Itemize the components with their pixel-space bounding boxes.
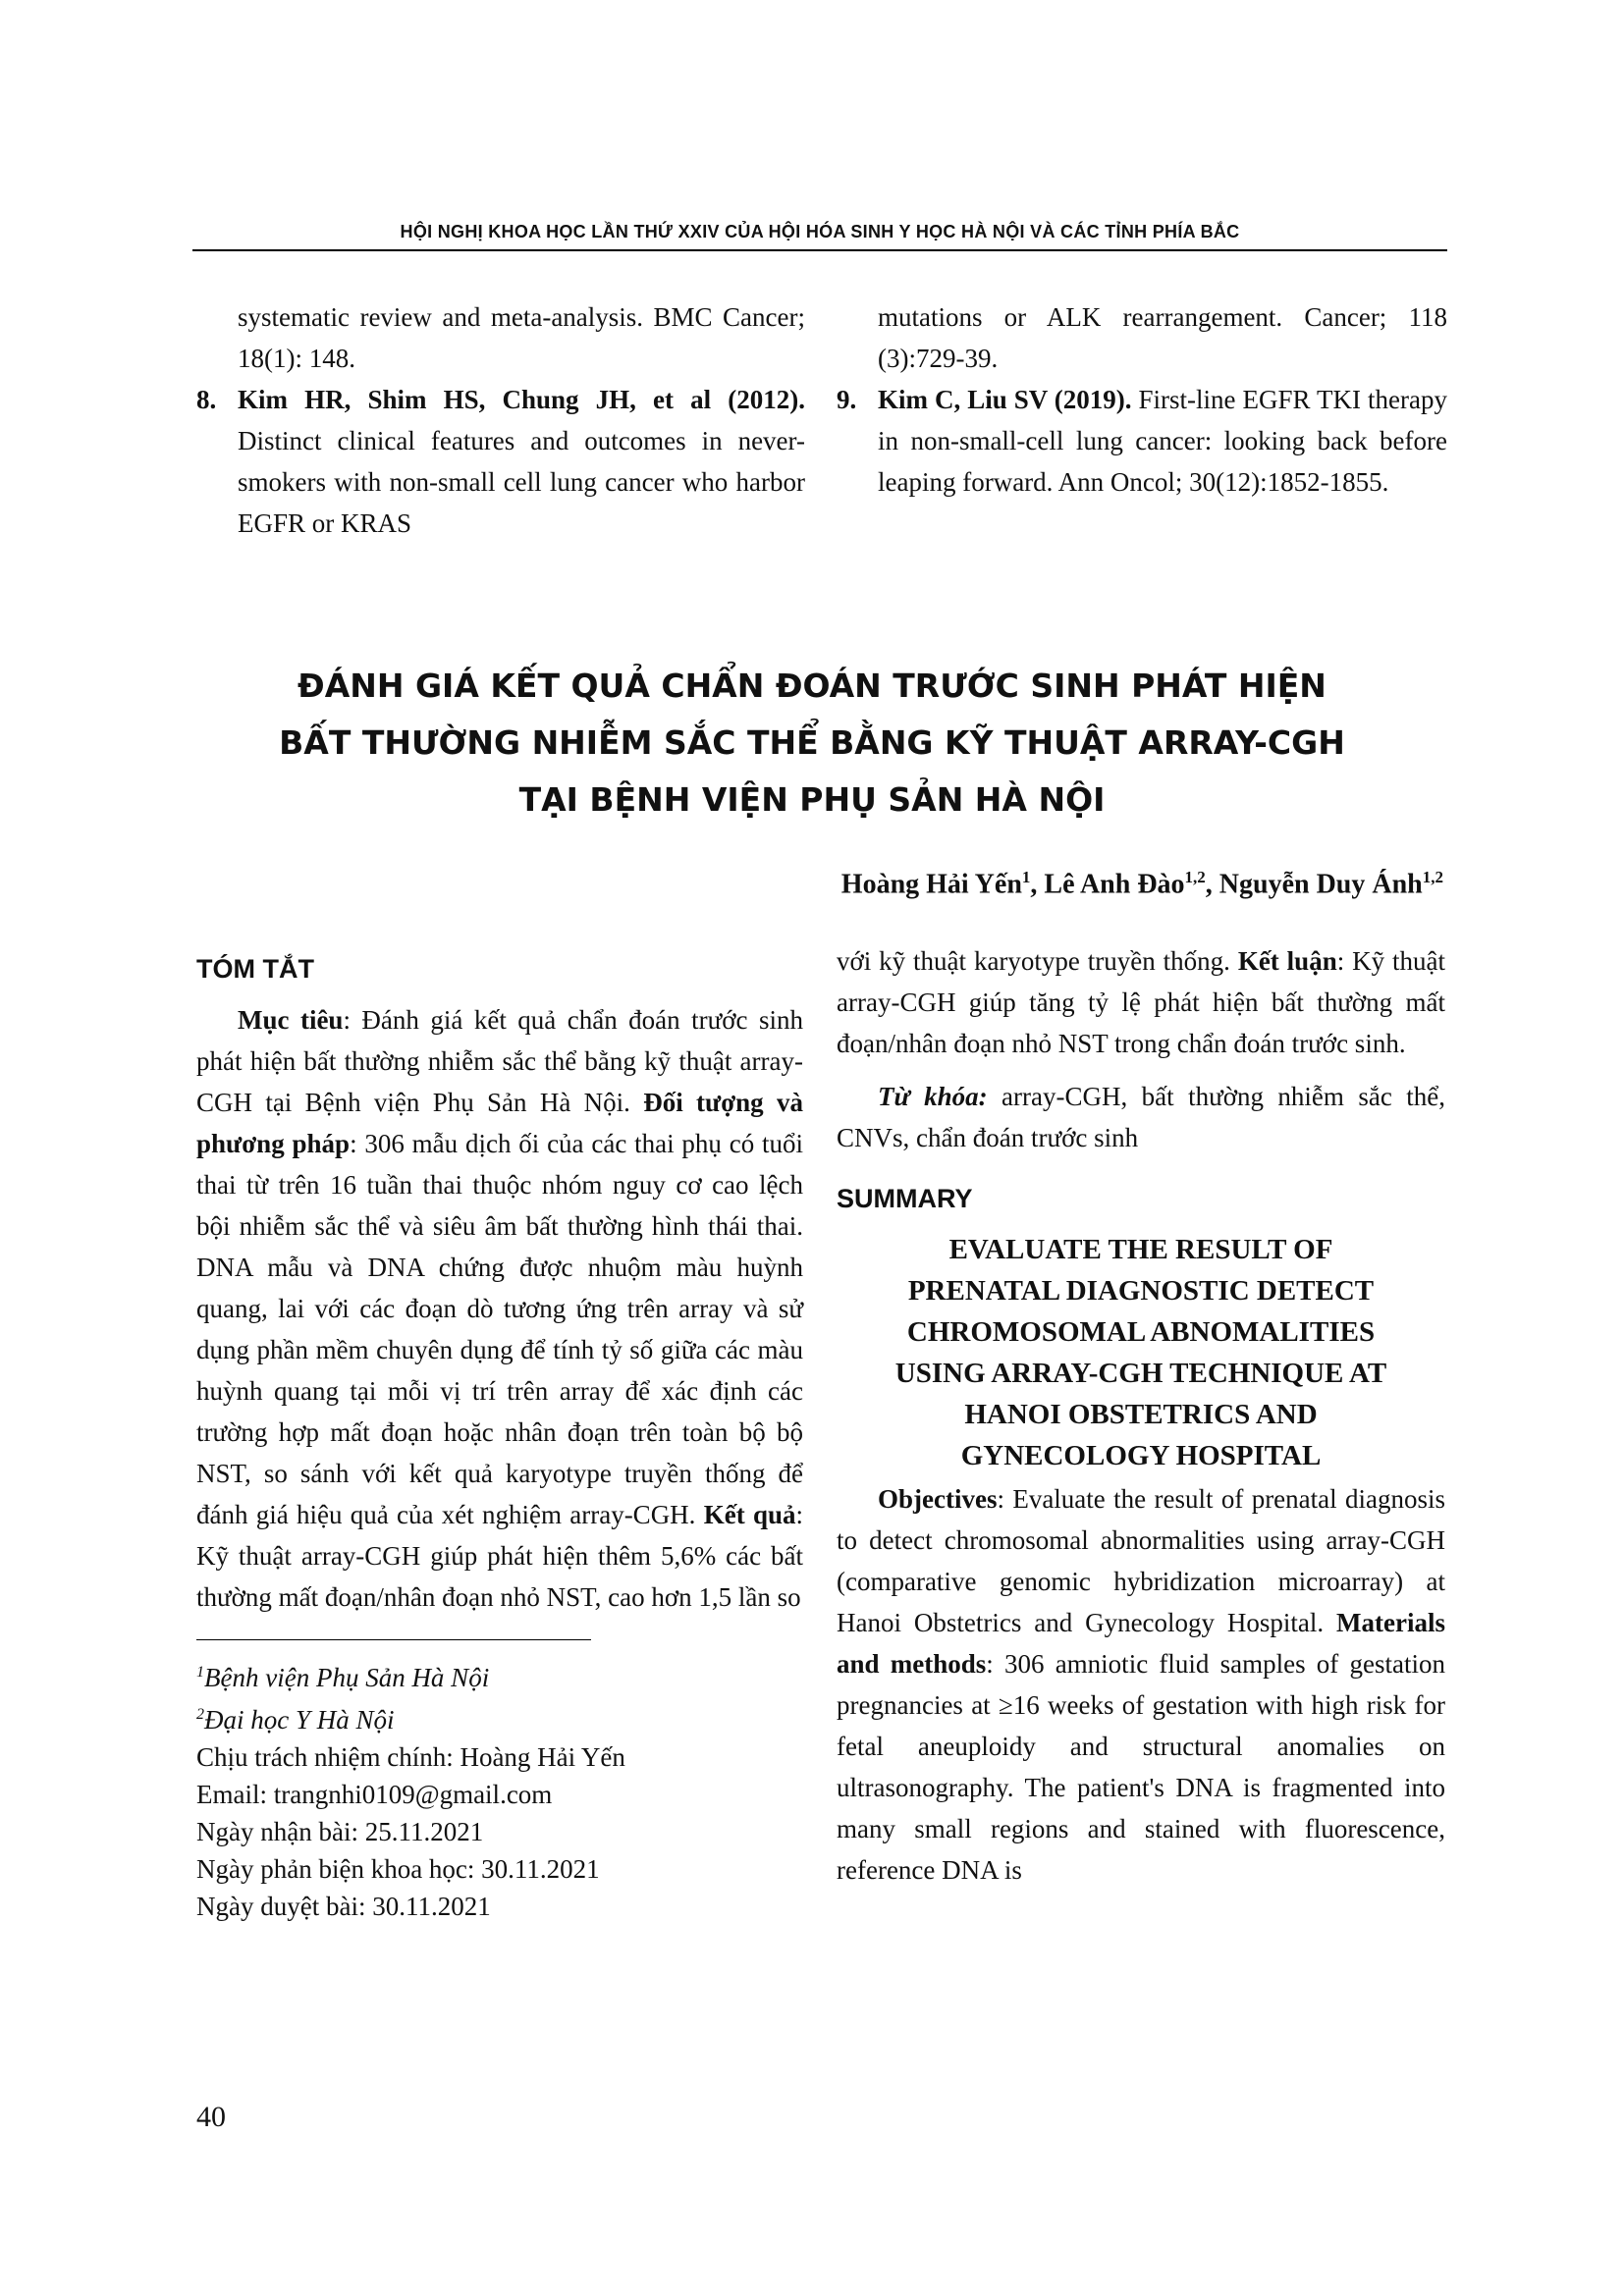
header-rule (192, 249, 1447, 251)
title-line: TẠI BỆNH VIỆN PHỤ SẢN HÀ NỘI (518, 780, 1106, 819)
conclusion-text: : Kỹ thuật array-CGH giúp tăng tỷ lệ phát hiện bất thường mất đoạn/nhân đoạn nhỏ NST trong chẩn đoán trước sinh. (837, 946, 1445, 1058)
english-title-line: USING ARRAY-CGH TECHNIQUE AT (894, 1358, 1387, 1389)
author-affiliation-mark: 1,2 (1422, 868, 1443, 886)
keywords-text: array-CGH, bất thường nhiễm sắc thể, CNVs, chẩn đoán trước sinh (837, 1082, 1445, 1152)
author-name: Nguyễn Duy Ánh (1218, 869, 1423, 900)
reference-authors: Kim HR, Shim HS, Chung JH, et al (2012). (238, 385, 805, 414)
date-approved: Ngày duyệt bài: 30.11.2021 (196, 1892, 491, 1921)
affiliation-text: Đại học Y Hà Nội (204, 1705, 395, 1735)
references-right-column (837, 296, 1447, 503)
keywords-label: Từ khóa: (878, 1082, 988, 1111)
abstract-paragraph-continued (837, 940, 1445, 1064)
date-reviewed: Ngày phản biện khoa học: 30.11.2021 (196, 1854, 600, 1884)
reference-continuation: systematic review and meta-analysis. BMC Cancer; 18(1): 148. (238, 302, 805, 373)
reference-item-9 (837, 379, 1447, 503)
abstract-right-column (837, 940, 1445, 1891)
methods-text: : 306 mẫu dịch ối của các thai phụ có tuổi thai từ trên 16 tuần thai thuộc nhóm nguy cơ cao lệch bội nhiễm sắc thể và siêu âm bất thường hình thái thai. DNA mẫu và DNA chứng được nhuộm màu huỳnh quang, lai với các đoạn dò tương ứng trên array và sử dụng phần mềm chuyên dụng để tính tỷ số giữa các màu huỳnh quang tại mỗi vị trí trên array để xác định các trường hợp mất đoạn hoặc nhân đoạn trên toàn bộ bộ NST, so sánh với kết quả karyotype truyền thống để đánh giá hiệu quả của xét nghiệm array-CGH. (196, 1129, 803, 1529)
english-title-line: EVALUATE THE RESULT OF (948, 1234, 1333, 1265)
materials-methods-label: Materials and methods (837, 1608, 1445, 1679)
footnotes (196, 1654, 803, 1925)
objectives-label: Objectives (878, 1484, 998, 1514)
reference-authors: Kim C, Liu SV (2019). (878, 385, 1132, 414)
keywords-paragraph (837, 1076, 1445, 1158)
reference-item-8 (196, 379, 805, 544)
author-separator: , (1030, 869, 1045, 900)
objective-label: Mục tiêu (238, 1005, 344, 1035)
reference-text: Distinct clinical features and outcomes in never-smokers with non-small cell lung cancer who harbor EGFR or KRAS (238, 426, 805, 538)
english-title-line: HANOI OBSTETRICS AND (964, 1399, 1318, 1430)
affiliation-1 (196, 1654, 803, 1696)
author-affiliation-mark: 1 (1021, 868, 1031, 886)
author-name: Hoàng Hải Yến (840, 869, 1022, 900)
title-line: ĐÁNH GIÁ KẾT QUẢ CHẨN ĐOÁN TRƯỚC SINH PHÁT HIỆN (298, 667, 1326, 705)
affiliation-2 (196, 1696, 803, 1738)
methods-label: Đối tượng và phương pháp (196, 1088, 803, 1158)
results-text: : Kỹ thuật array-CGH giúp phát hiện thêm 5,6% các bất thường mất đoạn/nhân đoạn nhỏ NST, cao hơn 1,5 lần so (196, 1500, 803, 1612)
summary-paragraph (837, 1478, 1445, 1891)
references-left-column (196, 296, 805, 544)
results-label: Kết quả (703, 1500, 796, 1529)
page-number: 40 (196, 2101, 226, 2133)
reference-number: 9. (837, 385, 857, 414)
article-title (177, 658, 1447, 828)
contact-email: Email: trangnhi0109@gmail.com (196, 1780, 553, 1809)
author-list (841, 868, 1443, 900)
conclusion-label: Kết luận (1237, 946, 1337, 976)
english-title (837, 1229, 1445, 1476)
objective-text: : Đánh giá kết quả chẩn đoán trước sinh phát hiện bất thường nhiễm sắc thể bằng kỹ thuật array-CGH tại Bệnh viện Phụ Sản Hà Nội. (196, 1005, 803, 1117)
english-title-line: GYNECOLOGY HOSPITAL (960, 1440, 1322, 1471)
running-head: HỘI NGHỊ KHOA HỌC LẦN THỨ XXIV CỦA HỘI HÓA SINH Y HỌC HÀ NỘI VÀ CÁC TỈNH PHÍA BẮC (400, 222, 1240, 241)
author-affiliation-mark: 1,2 (1184, 868, 1206, 886)
reference-text: First-line EGFR TKI therapy in non-small-cell lung cancer: looking back before leaping forward. Ann Oncol; 30(12):1852-1855. (878, 385, 1447, 497)
summary-heading: SUMMARY (837, 1184, 973, 1213)
affiliation-text: Bệnh viện Phụ Sản Hà Nội (204, 1663, 490, 1692)
footnote-rule (196, 1639, 591, 1640)
results-text-continued: với kỹ thuật karyotype truyền thống. (837, 946, 1238, 976)
materials-methods-text: : 306 amniotic fluid samples of gestation pregnancies at ≥16 weeks of gestation with high risk for fetal aneuploidy and structural anomalies on ultrasonography. The patient's DNA is fragmented into many small regions and stained with fluorescence, reference DNA is (837, 1649, 1445, 1885)
affiliation-mark: 2 (196, 1706, 204, 1723)
author-name: Lê Anh Đào (1044, 869, 1185, 900)
reference-continuation: mutations or ALK rearrangement. Cancer; 118 (3):729-39. (878, 302, 1447, 373)
title-line: BẤT THƯỜNG NHIỄM SẮC THỂ BẰNG KỸ THUẬT ARRAY-CGH (279, 723, 1345, 762)
author-separator: , (1205, 869, 1219, 900)
abstract-paragraph (196, 999, 803, 1618)
affiliation-mark: 1 (196, 1664, 204, 1681)
objectives-text: : Evaluate the result of prenatal diagnosis to detect chromosomal abnormalities using array-CGH (comparative genomic hybridization microarray) at Hanoi Obstetrics and Gynecology Hospital. (837, 1484, 1445, 1637)
spacer (837, 1158, 1445, 1170)
english-title-line: CHROMOSOMAL ABNOMALITIES (906, 1316, 1376, 1348)
date-received: Ngày nhận bài: 25.11.2021 (196, 1817, 484, 1846)
spacer (837, 1064, 1445, 1076)
abstract-left-column (196, 940, 803, 1925)
english-title-line: PRENATAL DIAGNOSTIC DETECT (907, 1275, 1375, 1307)
abstract-heading: TÓM TẮT (196, 954, 314, 984)
reference-number: 8. (196, 385, 217, 414)
corresponding-author: Chịu trách nhiệm chính: Hoàng Hải Yến (196, 1742, 625, 1772)
